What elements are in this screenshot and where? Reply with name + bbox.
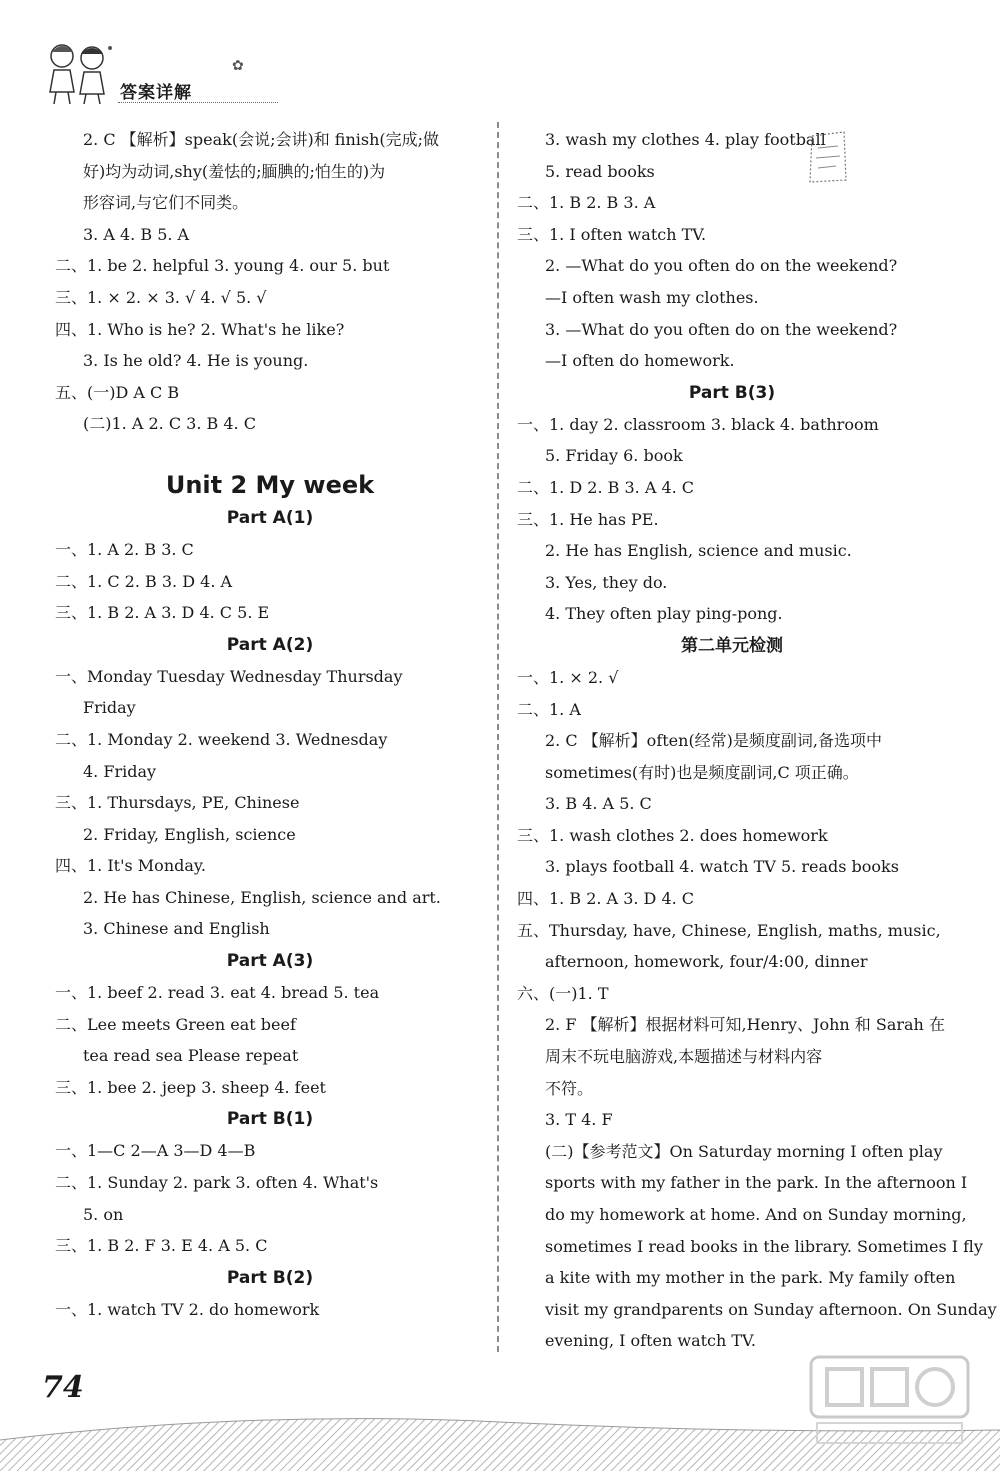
sparkle-icon: ✿	[232, 58, 244, 74]
answer-line: 一、1. day 2. classroom 3. black 4. bathroom	[517, 414, 879, 434]
answer-line: visit my grandparents on Sunday afternoon. On Sunday	[545, 1299, 997, 1319]
answer-line: 4. They often play ping-pong.	[545, 604, 783, 624]
answer-line: 三、1. I often watch TV.	[517, 224, 707, 244]
answer-line: 5. on	[83, 1204, 124, 1224]
answer-line: 好)均为动词,shy(羞怯的;腼腆的;怕生的)为	[83, 161, 386, 181]
answer-line: sometimes(有时)也是频度副词,C 项正确。	[545, 762, 859, 782]
answer-line: 3. plays football 4. watch TV 5. reads books	[545, 857, 899, 877]
answer-line: 周末不玩电脑游戏,本题描述与材料内容	[545, 1047, 823, 1067]
answer-line: 三、1. × 2. × 3. √ 4. √ 5. √	[55, 287, 267, 307]
answer-line: 2. C 【解析】speak(会说;会讲)和 finish(完成;做	[83, 130, 440, 149]
answer-line: afternoon, homework, four/4:00, dinner	[545, 952, 868, 972]
stamp-icon	[808, 130, 848, 185]
answer-line: sports with my father in the park. In the afternoon I	[545, 1173, 968, 1193]
answer-line: 五、Thursday, have, Chinese, English, maths, music,	[517, 920, 941, 940]
answer-line: 一、Monday Tuesday Wednesday Thursday	[55, 666, 403, 686]
answer-line: 3. —What do you often do on the weekend?	[545, 319, 898, 339]
header-title: 答案详解	[120, 83, 192, 103]
answer-line: 3. B 4. A 5. C	[545, 794, 652, 814]
answer-line: 四、1. Who is he? 2. What's he like?	[55, 319, 345, 339]
answer-line: (二)【参考范文】On Saturday morning I often play	[545, 1141, 943, 1161]
answer-line: tea read sea Please repeat	[83, 1046, 299, 1066]
column-divider	[497, 122, 499, 1352]
right-column	[517, 124, 997, 1357]
answer-line: 5. read books	[545, 161, 655, 181]
answer-line: 形容词,与它们不同类。	[83, 193, 249, 213]
answer-line: do my homework at home. And on Sunday morning,	[545, 1205, 967, 1224]
answer-line: sometimes I read books in the library. Sometimes I fly	[545, 1236, 983, 1256]
answer-line: 二、1. be 2. helpful 3. young 4. our 5. but	[55, 256, 390, 276]
answer-line: 2. He has English, science and music.	[545, 541, 852, 561]
answer-line: 3. Is he old? 4. He is young.	[83, 351, 309, 371]
answer-line: —I often wash my clothes.	[545, 287, 759, 307]
answer-line: 三、1. Thursdays, PE, Chinese	[55, 793, 300, 813]
answer-line: 3. Chinese and English	[83, 919, 270, 939]
answer-line: 一、1. × 2. √	[517, 667, 619, 687]
answer-line: 二、1. D 2. B 3. A 4. C	[517, 477, 695, 497]
answer-line: 5. Friday 6. book	[545, 446, 683, 466]
answer-line: 二、1. C 2. B 3. D 4. A	[55, 571, 233, 591]
answer-line: 三、1. B 2. A 3. D 4. C 5. E	[55, 603, 270, 623]
watermark-logo-icon	[807, 1349, 972, 1449]
page-header	[40, 40, 260, 110]
answer-line: 2. C 【解析】often(经常)是频度副词,备选项中	[545, 731, 883, 751]
unit-title: Unit 2 My week	[165, 470, 375, 499]
section-heading: Part A(2)	[226, 634, 314, 655]
children-illustration-icon	[40, 40, 118, 108]
answer-line: —I often do homework.	[545, 351, 735, 371]
answer-line: 三、1. bee 2. jeep 3. sheep 4. feet	[55, 1077, 326, 1097]
header-underline	[118, 102, 278, 103]
answer-line: 2. He has Chinese, English, science and art.	[83, 887, 441, 907]
section-heading: Part A(1)	[226, 507, 314, 528]
answer-line: 不符。	[545, 1078, 594, 1098]
answer-line: 六、(一)1. T	[517, 983, 609, 1003]
answer-line: a kite with my mother in the park. My family often	[545, 1268, 956, 1288]
answer-line: 四、1. B 2. A 3. D 4. C	[517, 889, 695, 909]
answer-line: 二、1. Sunday 2. park 3. often 4. What's	[55, 1173, 379, 1193]
section-heading: Part A(3)	[226, 951, 314, 972]
answer-line: 2. F 【解析】根据材料可知,Henry、John 和 Sarah 在	[545, 1015, 945, 1035]
answer-line: 三、1. He has PE.	[517, 509, 659, 529]
answer-line: 2. —What do you often do on the weekend?	[545, 256, 898, 276]
left-column	[55, 124, 485, 1325]
answer-line: 二、1. B 2. B 3. A	[517, 193, 656, 213]
answer-line: 三、1. wash clothes 2. does homework	[517, 825, 828, 845]
answer-line: 一、1. A 2. B 3. C	[55, 539, 194, 559]
answer-line: 2. Friday, English, science	[83, 824, 296, 844]
answer-line: Friday	[83, 698, 136, 718]
page-number: 74	[42, 1370, 84, 1405]
answer-line: evening, I often watch TV.	[545, 1331, 756, 1351]
answer-line: 3. T 4. F	[545, 1110, 613, 1130]
answer-line: 一、1. beef 2. read 3. eat 4. bread 5. tea	[55, 983, 380, 1003]
answer-line: 二、Lee meets Green eat beef	[55, 1014, 296, 1034]
answer-line: 五、(一)D A C B	[55, 382, 180, 402]
section-heading: Part B(1)	[226, 1109, 314, 1130]
answer-line: 3. A 4. B 5. A	[83, 224, 190, 244]
answer-line: (二)1. A 2. C 3. B 4. C	[83, 414, 256, 434]
answer-line: 三、1. B 2. F 3. E 4. A 5. C	[55, 1236, 268, 1256]
answer-line: 3. wash my clothes 4. play football	[545, 130, 826, 149]
answer-line: 二、1. Monday 2. weekend 3. Wednesday	[55, 729, 388, 749]
answer-line: 3. Yes, they do.	[545, 572, 668, 592]
answer-line: 四、1. It's Monday.	[55, 856, 206, 876]
answer-line: 一、1—C 2—A 3—D 4—B	[55, 1141, 256, 1161]
answer-line: 4. Friday	[83, 761, 157, 781]
section-heading: Part B(2)	[226, 1267, 314, 1288]
answer-line: 二、1. A	[517, 699, 581, 719]
answer-line: 一、1. watch TV 2. do homework	[55, 1299, 320, 1319]
section-heading: Part B(3)	[688, 382, 776, 403]
section-heading: 第二单元检测	[681, 635, 783, 656]
